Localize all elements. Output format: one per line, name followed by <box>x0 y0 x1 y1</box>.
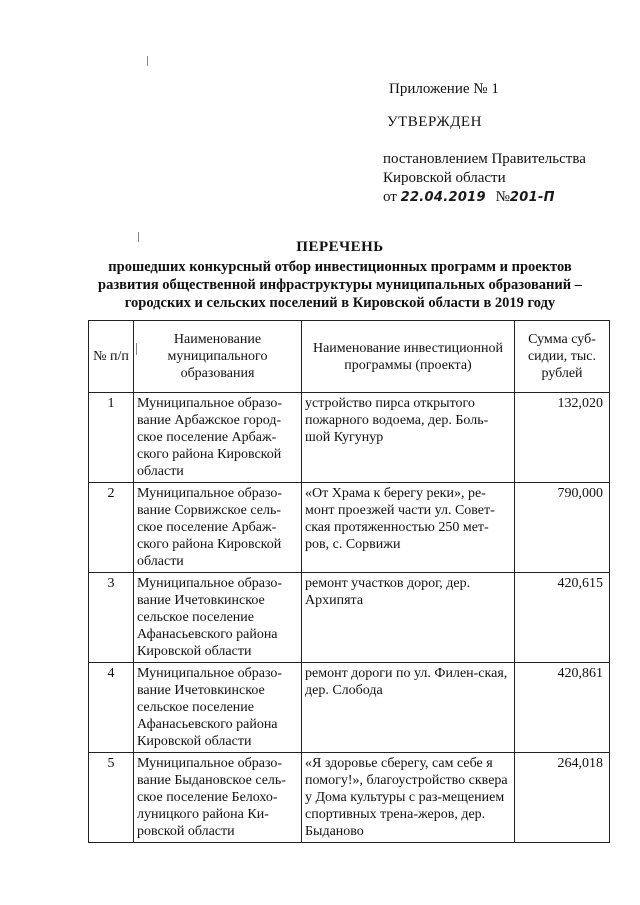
row-num: 2 <box>89 483 134 573</box>
row-sum: 790,000 <box>515 483 610 573</box>
row-sum: 132,020 <box>515 393 610 483</box>
from-label: от <box>383 189 397 205</box>
row-program: «Я здоровье сберегу, сам себе я помогу!», благоустройство сквера у Дома культуры с раз-мещением спортивных трена-жеров, дер. Быданово <box>302 753 515 843</box>
approved-label: УТВЕРЖДЕН <box>387 114 482 130</box>
number-label: № <box>495 189 510 205</box>
scan-mark <box>147 56 148 66</box>
row-sum: 420,615 <box>515 573 610 663</box>
appendix-label: Приложение № 1 <box>389 81 499 97</box>
row-program: устройство пирса открытого пожарного водоема, дер. Боль-шой Кугунур <box>302 393 515 483</box>
table-row <box>89 393 610 483</box>
approval-block <box>383 80 623 207</box>
row-sum: 264,018 <box>515 753 610 843</box>
table-row <box>89 573 610 663</box>
region-text: Кировской области <box>383 170 506 186</box>
header-program: Наименование инвестиционной программы (проекта) <box>302 321 515 393</box>
header-municipality: Наименование муниципального образования <box>134 321 302 393</box>
handwritten-date: 22.04.2019 <box>400 190 486 205</box>
row-program: ремонт участков дорог, дер. Архипята <box>302 573 515 663</box>
row-municipality: Муниципальное образо-вание Сорвижское сель-ское поселение Арбаж-ского района Кировской области <box>134 483 302 573</box>
row-num: 4 <box>89 663 134 753</box>
header-num: № п/п <box>89 321 134 393</box>
title-line-2: развития общественной инфраструктуры муниципальных образований – <box>98 277 582 293</box>
row-num: 1 <box>89 393 134 483</box>
row-municipality: Муниципальное образо-вание Арбажское город-ское поселение Арбаж-ского района Кировской области <box>134 393 302 483</box>
row-num: 5 <box>89 753 134 843</box>
decree-text: постановлением Правительства <box>383 151 586 167</box>
table-row <box>89 483 610 573</box>
row-municipality: Муниципальное образо-вание Ичетовкинское сельское поселение Афанасьевского района Кировской области <box>134 573 302 663</box>
row-sum: 420,861 <box>515 663 610 753</box>
decree-date-line <box>383 188 623 207</box>
row-program: «От Храма к берегу реки», ре-монт проезжей части ул. Совет-ская протяженностью 250 мет-ров, с. Сорвижи <box>302 483 515 573</box>
title-main: ПЕРЕЧЕНЬ <box>296 239 384 255</box>
row-municipality: Муниципальное образо-вание Быдановское сель-ское поселение Белохо-луницкого района Ки-ровской области <box>134 753 302 843</box>
row-num: 3 <box>89 573 134 663</box>
document-title <box>70 238 610 312</box>
handwritten-number: 201-П <box>509 190 555 205</box>
table-header-row <box>89 321 610 393</box>
header-sum: Сумма суб-сидии, тыс. рублей <box>515 321 610 393</box>
title-line-3: городских и сельских поселений в Кировской области в 2019 году <box>124 295 556 311</box>
table-row <box>89 663 610 753</box>
row-municipality: Муниципальное образо-вание Ичетовкинское сельское поселение Афанасьевского района Кировской области <box>134 663 302 753</box>
row-program: ремонт дороги по ул. Филен-ская, дер. Слобода <box>302 663 515 753</box>
title-line-1: прошедших конкурсный отбор инвестиционных программ и проектов <box>108 259 572 275</box>
table-row <box>89 753 610 843</box>
projects-table <box>88 320 610 843</box>
